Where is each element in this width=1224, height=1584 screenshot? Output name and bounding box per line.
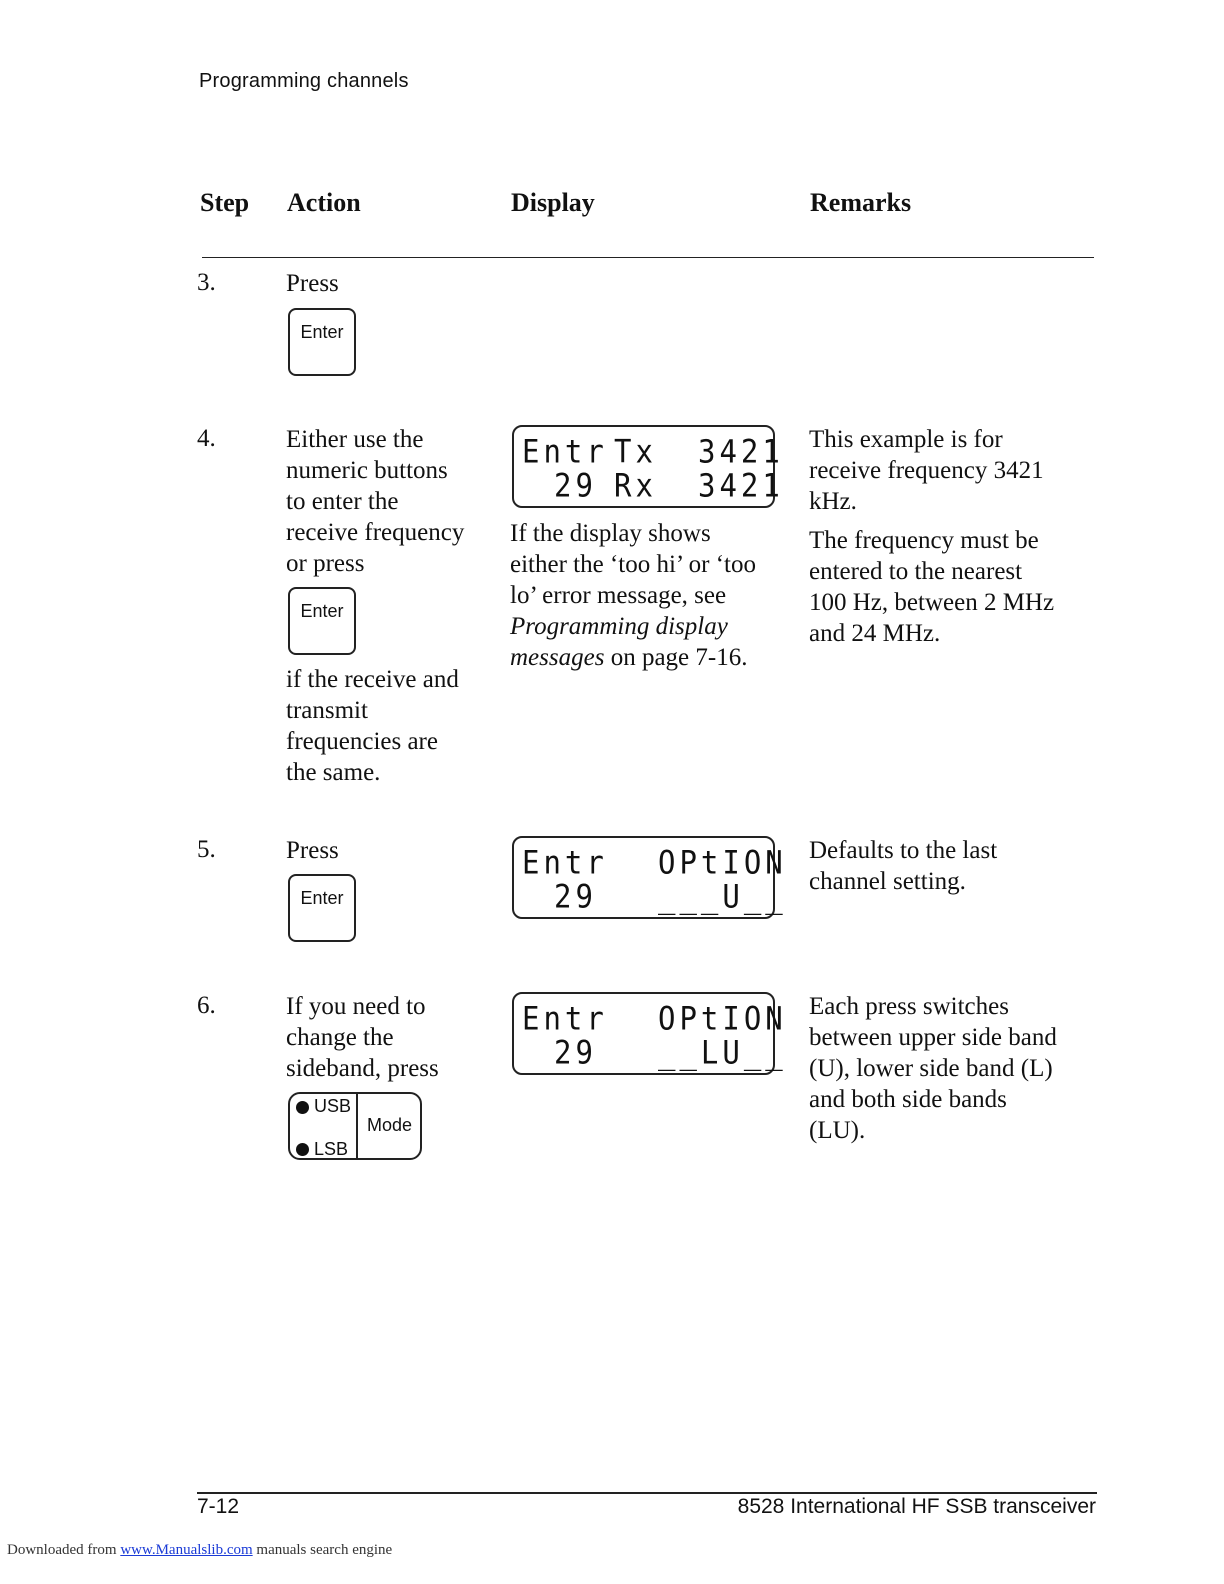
lcd-text: 29	[554, 1033, 597, 1072]
enter-key: Enter	[288, 587, 356, 655]
cross-reference: messages	[510, 644, 605, 671]
enter-key: Enter	[288, 874, 356, 942]
mode-label: Mode	[367, 1115, 413, 1135]
lcd-display	[512, 836, 787, 919]
lcd-text: OPtION	[658, 999, 787, 1038]
column-header-display: Display	[511, 188, 595, 217]
lcd-text: Tx	[614, 432, 657, 471]
download-notice: Downloaded from www.Manualslib.com manuals search engine	[7, 1542, 393, 1558]
key-divider	[356, 1094, 358, 1158]
lcd-text: 29	[554, 877, 597, 916]
manualslib-link[interactable]: www.Manualslib.com	[120, 1542, 253, 1558]
lsb-label: LSB	[314, 1139, 349, 1159]
step-number: 5.	[197, 836, 216, 863]
column-header-step: Step	[200, 188, 250, 217]
action-text: Either use the numeric buttons to enter the receive frequency or press	[286, 426, 465, 577]
lcd-text: OPtION	[658, 843, 787, 882]
display-note: If the display shows either the ‘too hi’ or ‘too lo’ error message, see Programming display messages on page 7-16.	[510, 520, 756, 671]
step-number: 3.	[197, 269, 216, 296]
lcd-text: ___U__	[658, 877, 787, 916]
usb-indicator-icon	[296, 1101, 309, 1114]
lcd-text: 3421	[698, 466, 784, 505]
action-text: if the receive and transmit frequencies are the same.	[286, 666, 459, 786]
page-number: 7-12	[197, 1495, 240, 1518]
step-number: 4.	[197, 425, 216, 452]
action-text: Press	[286, 270, 339, 297]
lcd-text: Entr	[522, 843, 608, 882]
header-rule	[202, 257, 1094, 258]
remarks-text: The frequency must be entered to the nearest 100 Hz, between 2 MHz and 24 MHz.	[809, 527, 1055, 647]
mode-key	[288, 1092, 422, 1160]
remarks-text: Each press switches between upper side band (U), lower side band (L) and both side bands (LU).	[809, 993, 1057, 1144]
lcd-text: Entr	[522, 432, 608, 471]
cross-reference: Programming display	[510, 613, 728, 640]
remarks-text: This example is for receive frequency 3421 kHz.	[809, 426, 1044, 515]
column-header-action: Action	[287, 188, 361, 217]
product-title: 8528 International HF SSB transceiver	[737, 1495, 1096, 1518]
lsb-indicator-icon	[296, 1143, 309, 1156]
lcd-text: 29	[554, 466, 597, 505]
footer-rule	[197, 1492, 1097, 1494]
enter-key: Enter	[288, 308, 356, 376]
lcd-text: Entr	[522, 999, 608, 1038]
lcd-text: __LU__	[658, 1033, 787, 1072]
step-number: 6.	[197, 992, 216, 1019]
action-text: Press	[286, 837, 339, 864]
usb-label: USB	[314, 1096, 352, 1116]
lcd-text: Rx	[614, 466, 657, 505]
running-title: Programming channels	[199, 70, 409, 92]
lcd-text: 3421	[698, 432, 784, 471]
action-text: If you need to change the sideband, press	[286, 993, 439, 1082]
lcd-display	[512, 992, 787, 1075]
column-header-remarks: Remarks	[810, 188, 912, 217]
lcd-display	[512, 425, 784, 508]
remarks-text: Defaults to the last channel setting.	[809, 837, 998, 895]
